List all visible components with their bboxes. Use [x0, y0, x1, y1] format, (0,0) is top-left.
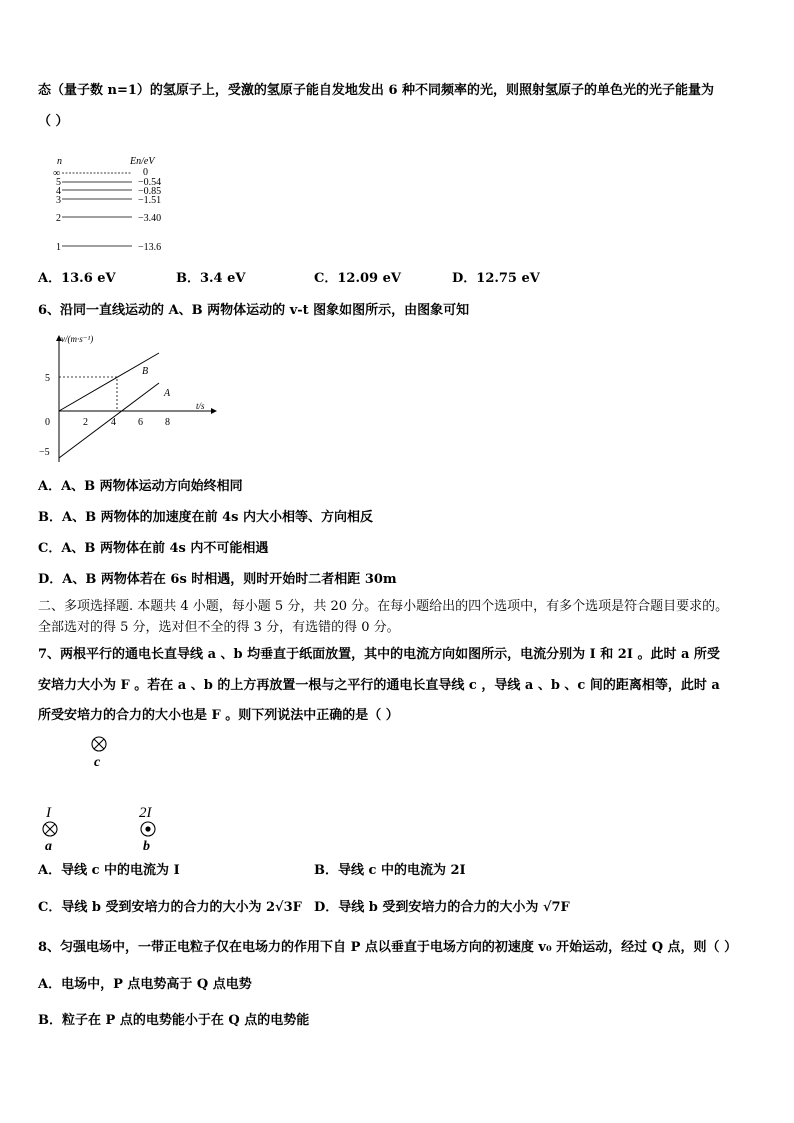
q5-option-d: D．12.75 eV	[452, 271, 540, 286]
q5-option-b: B．3.4 eV	[176, 271, 246, 286]
level-3-e: −1.51	[138, 195, 162, 206]
n-header: n	[57, 156, 62, 167]
x-tick-4: 4	[111, 417, 116, 428]
energy-level-diagram	[50, 152, 190, 256]
q5-option-c: C．12.09 eV	[314, 271, 401, 286]
q7-option-a: A．导线 c 中的电流为 I	[38, 863, 180, 878]
vt-graph	[38, 330, 218, 465]
wires-diagram	[30, 730, 180, 855]
y-tick-0: 0	[45, 417, 50, 428]
q6-option-b: B．A、B 两物体的加速度在前 4s 内大小相等、方向相反	[38, 510, 374, 525]
line-b	[59, 353, 159, 411]
q5-stem-line1: 态（量子数 n=1）的氢原子上，受激的氢原子能自发地发出 6 种不同频率的光，则照射氢原子的单色光的光子能量为	[38, 83, 715, 98]
q7-stem-line3: 所受安培力的合力的大小也是 F 。则下列说法中正确的是（ ）	[38, 708, 399, 723]
x-axis-label: t/s	[196, 401, 205, 411]
wire-b-label: b	[143, 839, 150, 854]
q8-option-b: B．粒子在 P 点的电势能小于在 Q 点的电势能	[38, 1013, 310, 1028]
q7-option-d: D．导线 b 受到安培力的合力的大小为 √7F	[314, 900, 570, 915]
q7-option-b: B．导线 c 中的电流为 2I	[314, 863, 466, 878]
wire-b-current: 2I	[139, 805, 152, 821]
x-tick-2: 2	[83, 417, 88, 428]
x-tick-6: 6	[138, 417, 143, 428]
q5-option-a: A．13.6 eV	[38, 271, 116, 286]
q5-answer-blank: （ ）	[38, 114, 69, 129]
line-a-label: A	[164, 388, 171, 399]
q8-stem: 8、匀强电场中，一带正电粒子仅在电场力的作用下自 P 点以垂直于电场方向的初速度 v₀ 开始运动，经过 Q 点，则（ ）	[38, 940, 738, 955]
line-b-label: B	[142, 366, 149, 377]
level-3-n: 3	[56, 195, 61, 206]
y-tick-5: 5	[45, 373, 50, 384]
level-5-e: −0.54	[138, 177, 162, 188]
y-axis-label: v/(m·s⁻¹)	[61, 334, 94, 344]
section2-line2: 全部选对的得 5 分，选对但不全的得 3 分，有选错的得 0 分。	[38, 620, 400, 635]
level-2-n: 2	[56, 213, 61, 224]
wire-a-label: a	[45, 839, 52, 854]
q6-option-d: D．A、B 两物体若在 6s 时相遇，则时开始时二者相距 30m	[38, 572, 397, 587]
level-2-e: −3.40	[138, 213, 162, 224]
q6-stem: 6、沿同一直线运动的 A、B 两物体运动的 v-t 图象如图所示，由图象可知	[38, 303, 470, 318]
q7-stem-line1: 7、两根平行的通电长直导线 a 、b 均垂直于纸面放置，其中的电流方向如图所示，电流分别为 I 和 2I 。此时 a 所受	[38, 647, 720, 662]
wire-a-current: I	[46, 805, 51, 821]
e-header: En/eV	[130, 156, 155, 167]
q8-option-a: A．电场中，P 点电势高于 Q 点电势	[38, 977, 252, 992]
y-tick-neg5: −5	[39, 447, 50, 458]
level-4-n: 4	[56, 186, 61, 197]
level-inf-e: 0	[143, 167, 148, 178]
level-1-e: −13.6	[138, 242, 162, 253]
q6-option-a: A．A、B 两物体运动方向始终相同	[38, 479, 243, 494]
q6-option-c: C．A、B 两物体在前 4s 内不可能相遇	[38, 541, 269, 556]
level-inf-n: ∞	[53, 168, 61, 179]
section2-line1: 二、多项选择题. 本题共 4 小题，每小题 5 分，共 20 分。在每小题给出的四个选项中，有多个选项是符合题目要求的。	[38, 599, 729, 614]
wire-c-label: c	[94, 755, 101, 770]
level-5-n: 5	[56, 177, 61, 188]
q7-stem-line2: 安培力大小为 F 。若在 a 、b 的上方再放置一根与之平行的通电长直导线 c ，导线 a 、b 、c 间的距离相等，此时 a	[38, 678, 720, 693]
q7-option-c: C．导线 b 受到安培力的合力的大小为 2√3F	[38, 900, 302, 915]
level-1-n: 1	[56, 242, 61, 253]
level-4-e: −0.85	[138, 186, 162, 197]
line-a	[59, 383, 159, 458]
x-tick-8: 8	[165, 417, 170, 428]
